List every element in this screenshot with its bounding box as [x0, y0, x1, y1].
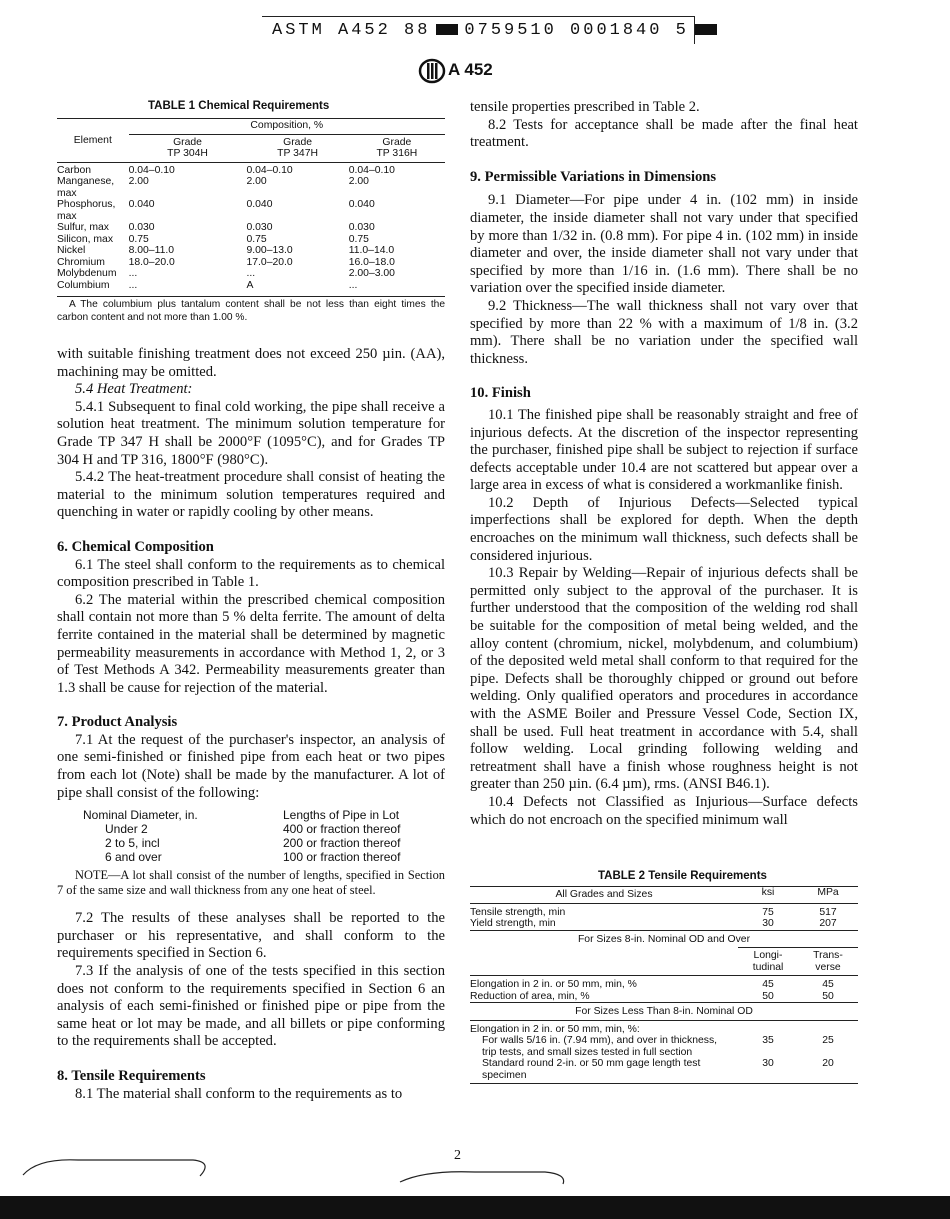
section-8-2: 8.2 Tests for acceptance shall be made after the final heat treatment. — [470, 116, 858, 151]
header-code — [272, 21, 723, 40]
table1-row — [57, 268, 445, 280]
table2-row — [470, 918, 858, 930]
table1-value: 0.040 — [246, 199, 273, 210]
table1-element: Phosphorus, max — [57, 199, 116, 222]
table1-element-header: Element — [57, 119, 129, 163]
table1-value: 0.75 — [348, 233, 369, 245]
table2 — [470, 886, 858, 1084]
section-7-1: 7.1 At the request of the purchaser's inspector, an analysis of one semi-finished or finished pipe from each heat or two pipes from each lot (Note) shall be made by the manufacturer. A lot of pipe shall consist of the following: — [57, 731, 445, 801]
right-column — [470, 99, 858, 829]
header-code-left: ASTM A452 88 — [272, 21, 431, 40]
table1-value: 2.00–3.00 — [348, 268, 395, 279]
left-column — [57, 346, 445, 1103]
table2-section-small: For Sizes Less Than 8-in. Nominal OD — [470, 1003, 858, 1021]
section-7-2: 7.2 The results of these analyses shall be reported to the purchaser or his representative, and shall conform to the requirements specified in Section 6. — [57, 910, 445, 962]
table1-element: Carbon — [57, 164, 92, 176]
table1-value: 9.00–13.0 — [246, 245, 293, 256]
table2-cell: 45 — [798, 976, 858, 991]
table1-value: 0.75 — [246, 233, 267, 245]
table1-value: 8.00–11.0 — [128, 245, 175, 256]
table1-value: 18.0–20.0 — [128, 256, 175, 268]
table1-value: 2.00 — [246, 176, 267, 187]
table1-row — [57, 199, 445, 222]
lot-header-diameter: Nominal Diameter, in. — [83, 808, 198, 823]
table1-row — [57, 257, 445, 269]
table2-cell: 30 — [762, 1058, 774, 1069]
table1-element: Chromium — [57, 256, 105, 268]
table1-row — [57, 280, 445, 292]
table1-element: Columbium — [57, 279, 110, 291]
table1-value: ... — [128, 268, 138, 279]
table1-value: 0.030 — [128, 222, 155, 233]
table2-row — [470, 1035, 858, 1058]
section-10-1: 10.1 The finished pipe shall be reasonably straight and free of injurious defects. At the discretion of the inspector representing the purchaser, finished pipe shall be subject to rejection if surface defects acceptable under 10.4 are not scattered but appear over a large area in excess of what is considered a workmanlike finish. — [470, 406, 858, 494]
section-5-4: 5.4 Heat Treatment: — [75, 381, 193, 398]
table2-cell: Elongation in 2 in. or 50 mm, min, % — [470, 976, 738, 991]
table1-value: A — [246, 279, 254, 291]
table2-longitudinal: Longi- tudinal — [738, 948, 798, 976]
table1-value: 11.0–14.0 — [348, 245, 395, 256]
table2-cell: Yield strength, min — [470, 918, 556, 929]
table1-value: ... — [246, 268, 256, 279]
lot-diameter: Under 2 — [105, 822, 148, 837]
table2-cell: Tensile strength, min — [470, 906, 566, 918]
section-heading-6: 6. Chemical Composition — [57, 538, 214, 555]
table1-value: 0.04–0.10 — [246, 164, 293, 176]
section-heading-8: 8. Tensile Requirements — [57, 1068, 206, 1084]
section-heading-7: 7. Product Analysis — [57, 714, 178, 731]
table1-value: ... — [128, 279, 138, 291]
black-block-mark — [695, 24, 717, 35]
section-10-4: 10.4 Defects not Classified as Injurious—Surface defects which do not encroach on the specified minimum wall — [470, 793, 858, 828]
table2-transverse: Trans- verse — [798, 948, 858, 976]
table2-cell: 517 — [819, 906, 837, 918]
table1-bottom-rule — [57, 296, 445, 297]
astm-logo-icon — [418, 58, 446, 84]
section-10-2: 10.2 Depth of Injurious Defects—Selected typical imperfections shall be explored for depth. When the depth encroaches on the minimum wall thickness, such defects shall be considered injurious. — [470, 494, 858, 564]
table1-element: Sulfur, max — [57, 222, 109, 233]
table2-section-8in: For Sizes 8-in. Nominal OD and Over — [470, 930, 858, 948]
section-heading-10: 10. Finish — [470, 385, 531, 402]
black-block-mark — [436, 24, 458, 35]
table1-row — [57, 222, 445, 234]
table1-value: 0.04–0.10 — [348, 164, 395, 176]
table2-elong2-label: Elongation in 2 in. or 50 mm, min, %: — [470, 1020, 858, 1035]
table2-cell: 25 — [822, 1035, 834, 1046]
table2-row — [470, 976, 858, 991]
page-number: 2 — [454, 1148, 461, 1163]
lot-header-lengths: Lengths of Pipe in Lot — [283, 808, 400, 823]
section-6-2: 6.2 The material within the prescribed chemical composition shall contain not more than 5 % delta ferrite. The amount of delta ferrite contained in the material shall be determined by magnetic permeability measurements in accordance with Method 1, 2, or 3 of Test Methods A 342. Permeability measurements greater than 1.3 shall be cause for rejection of the material. — [57, 591, 445, 696]
scan-mark — [395, 1160, 595, 1190]
section-9-2: 9.2 Thickness—The wall thickness shall not vary over that specified by more than 22 % with a maximum of 1/8 in. (3.2 mm). There shall be no variation under the specified wall thickness. — [470, 297, 858, 367]
table1-footnote-block — [57, 296, 445, 324]
table2-cell: 45 — [738, 976, 798, 991]
table2-cell: Reduction of area, min, % — [470, 990, 590, 1002]
paragraph: tensile properties prescribed in Table 2. — [470, 99, 700, 115]
table1-grade: Grade TP 304H — [129, 134, 247, 162]
table1-footnote: A The columbium plus tantalum content shall be not less than eight times the carbon content and not more than 1.00 %. — [57, 299, 445, 323]
paragraph: with suitable finishing treatment does not exceed 250 µin. (AA), machining may be omitted. — [57, 346, 445, 380]
lot-row — [83, 850, 400, 864]
table1-element: Molybdenum — [57, 268, 117, 279]
section-6-1: 6.1 The steel shall conform to the requirements as to chemical composition prescribed in Table 1. — [57, 556, 445, 591]
lot-note: NOTE—A lot shall consist of the number of lengths, specified in Section 7 of the same size and wall thickness from any one heat of steel. — [57, 868, 445, 898]
table1-value: 0.75 — [128, 233, 149, 245]
header-rule — [262, 16, 694, 17]
lot-diameter: 6 and over — [105, 850, 162, 865]
table1-element: Nickel — [57, 245, 86, 256]
table1-grade: Grade TP 347H — [246, 134, 348, 162]
table1-row — [57, 245, 445, 257]
header-code-right: 0759510 0001840 5 — [464, 21, 689, 40]
table2-row — [470, 991, 858, 1003]
table1-title: TABLE 1 Chemical Requirements — [148, 100, 330, 112]
section-9-1: 9.1 Diameter—For pipe under 4 in. (102 mm) in inside diameter, the inside diameter shall not vary under that specified by more than 1/32 in. (0.8 mm). For pipe 4 in. (102 mm) in inside diameter and over, the inside diameter shall not vary under that specified by more than 1/16 in. (1.6 mm). There shall be no variation over the specified inside diameter. — [470, 192, 858, 297]
table1-element: Manganese, max — [57, 176, 115, 199]
table1-value: 0.040 — [128, 199, 155, 210]
table1-value: 2.00 — [128, 176, 149, 187]
table2-row — [470, 1058, 858, 1084]
table1-value: 0.030 — [246, 222, 273, 233]
table2-cell: Standard round 2-in. or 50 mm gage length test specimen — [482, 1058, 701, 1081]
table2-header-grades: All Grades and Sizes — [555, 889, 653, 900]
table2-cell: 35 — [762, 1035, 774, 1046]
table2-cell: 50 — [762, 990, 774, 1002]
table1-value: 0.040 — [348, 199, 375, 210]
table2-header-mpa: MPa — [817, 887, 839, 898]
lot-size-table — [83, 808, 400, 864]
table2-cell: 30 — [762, 918, 774, 929]
table2-row — [470, 903, 858, 918]
table1-element: Silicon, max — [57, 233, 114, 245]
table1-row — [57, 176, 445, 199]
table1-value: 17.0–20.0 — [246, 256, 293, 268]
table2-cell: 50 — [822, 990, 834, 1002]
table1-row — [57, 162, 445, 176]
lot-row — [83, 836, 400, 850]
table2-cell: 20 — [822, 1058, 834, 1069]
table1-grade: Grade TP 316H — [349, 134, 445, 162]
section-8-1: 8.1 The material shall conform to the requirements as to — [75, 1085, 403, 1102]
lot-row — [83, 822, 400, 836]
lot-length: 100 or fraction thereof — [283, 850, 401, 865]
scan-mark — [18, 1150, 218, 1180]
table1-row — [57, 234, 445, 246]
table2-cell: For walls 5/16 in. (7.94 mm), and over in thickness, trip tests, and small sizes tested in full section — [482, 1035, 718, 1058]
table2-cell: 207 — [819, 918, 837, 929]
table1 — [57, 118, 445, 291]
table2-cell: 75 — [762, 906, 774, 918]
table2-title: TABLE 2 Tensile Requirements — [598, 870, 767, 882]
standard-designation: A 452 — [448, 60, 493, 79]
table1-value: 2.00 — [348, 176, 369, 187]
lot-length: 200 or fraction thereof — [283, 836, 401, 851]
section-heading-9: 9. Permissible Variations in Dimensions — [470, 168, 717, 185]
section-5-4-2: 5.4.2 The heat-treatment procedure shall consist of heating the material to the minimum solution temperatures required and quenching in water or rapidly cooling by other means. — [57, 469, 445, 521]
table1-group-header: Composition, % — [129, 119, 445, 135]
scan-edge-bar — [0, 1196, 950, 1219]
section-5-4-1: 5.4.1 Subsequent to final cold working, the pipe shall receive a solution heat treatment. The minimum solution temperature for Grade TP 347 H shall be 2000°F (1095°C), and for Grades TP 304 H and TP 316, 1800°F (980°C). — [57, 398, 445, 468]
table2-header-ksi: ksi — [761, 887, 775, 898]
lot-diameter: 2 to 5, incl — [105, 836, 160, 851]
table1-value: 0.030 — [348, 222, 375, 233]
lot-length: 400 or fraction thereof — [283, 822, 401, 837]
table1-value: 16.0–18.0 — [348, 256, 395, 268]
section-7-3: 7.3 If the analysis of one of the tests specified in this section does not conform to the requirements specified in Section 6 an analysis of each semi-finished or finished pipe or pipe from the same heat or lot may be made, and all billets or pipe conforming to the requirements shall be accepted. — [57, 963, 445, 1050]
section-10-3: 10.3 Repair by Welding—Repair of injurious defects shall be permitted only subject to the approval of the purchaser. It is further understood that the composition of the welding rod shall be suitable for the composition of metal being welded, and the alloy content (chromium, nickel, molybdenum, and columbium) of the deposited weld metal shall conform to that required for the pipe. Defects shall be thoroughly chipped or ground out before welding. Only qualified operators and procedures in accordance with the ASME Boiler and Pressure Vessel Code, Section IX, shall be used. Full heat treatment in accordance with 5.4, shall follow welding. Local grinding following welding and retreatment shall have a finish whose roughness height is not greater than 250 µin. (6.4 µm), rms. (ANSI B46.1). — [470, 565, 858, 793]
table1-value: ... — [348, 279, 358, 291]
table1-value: 0.04–0.10 — [128, 164, 175, 176]
